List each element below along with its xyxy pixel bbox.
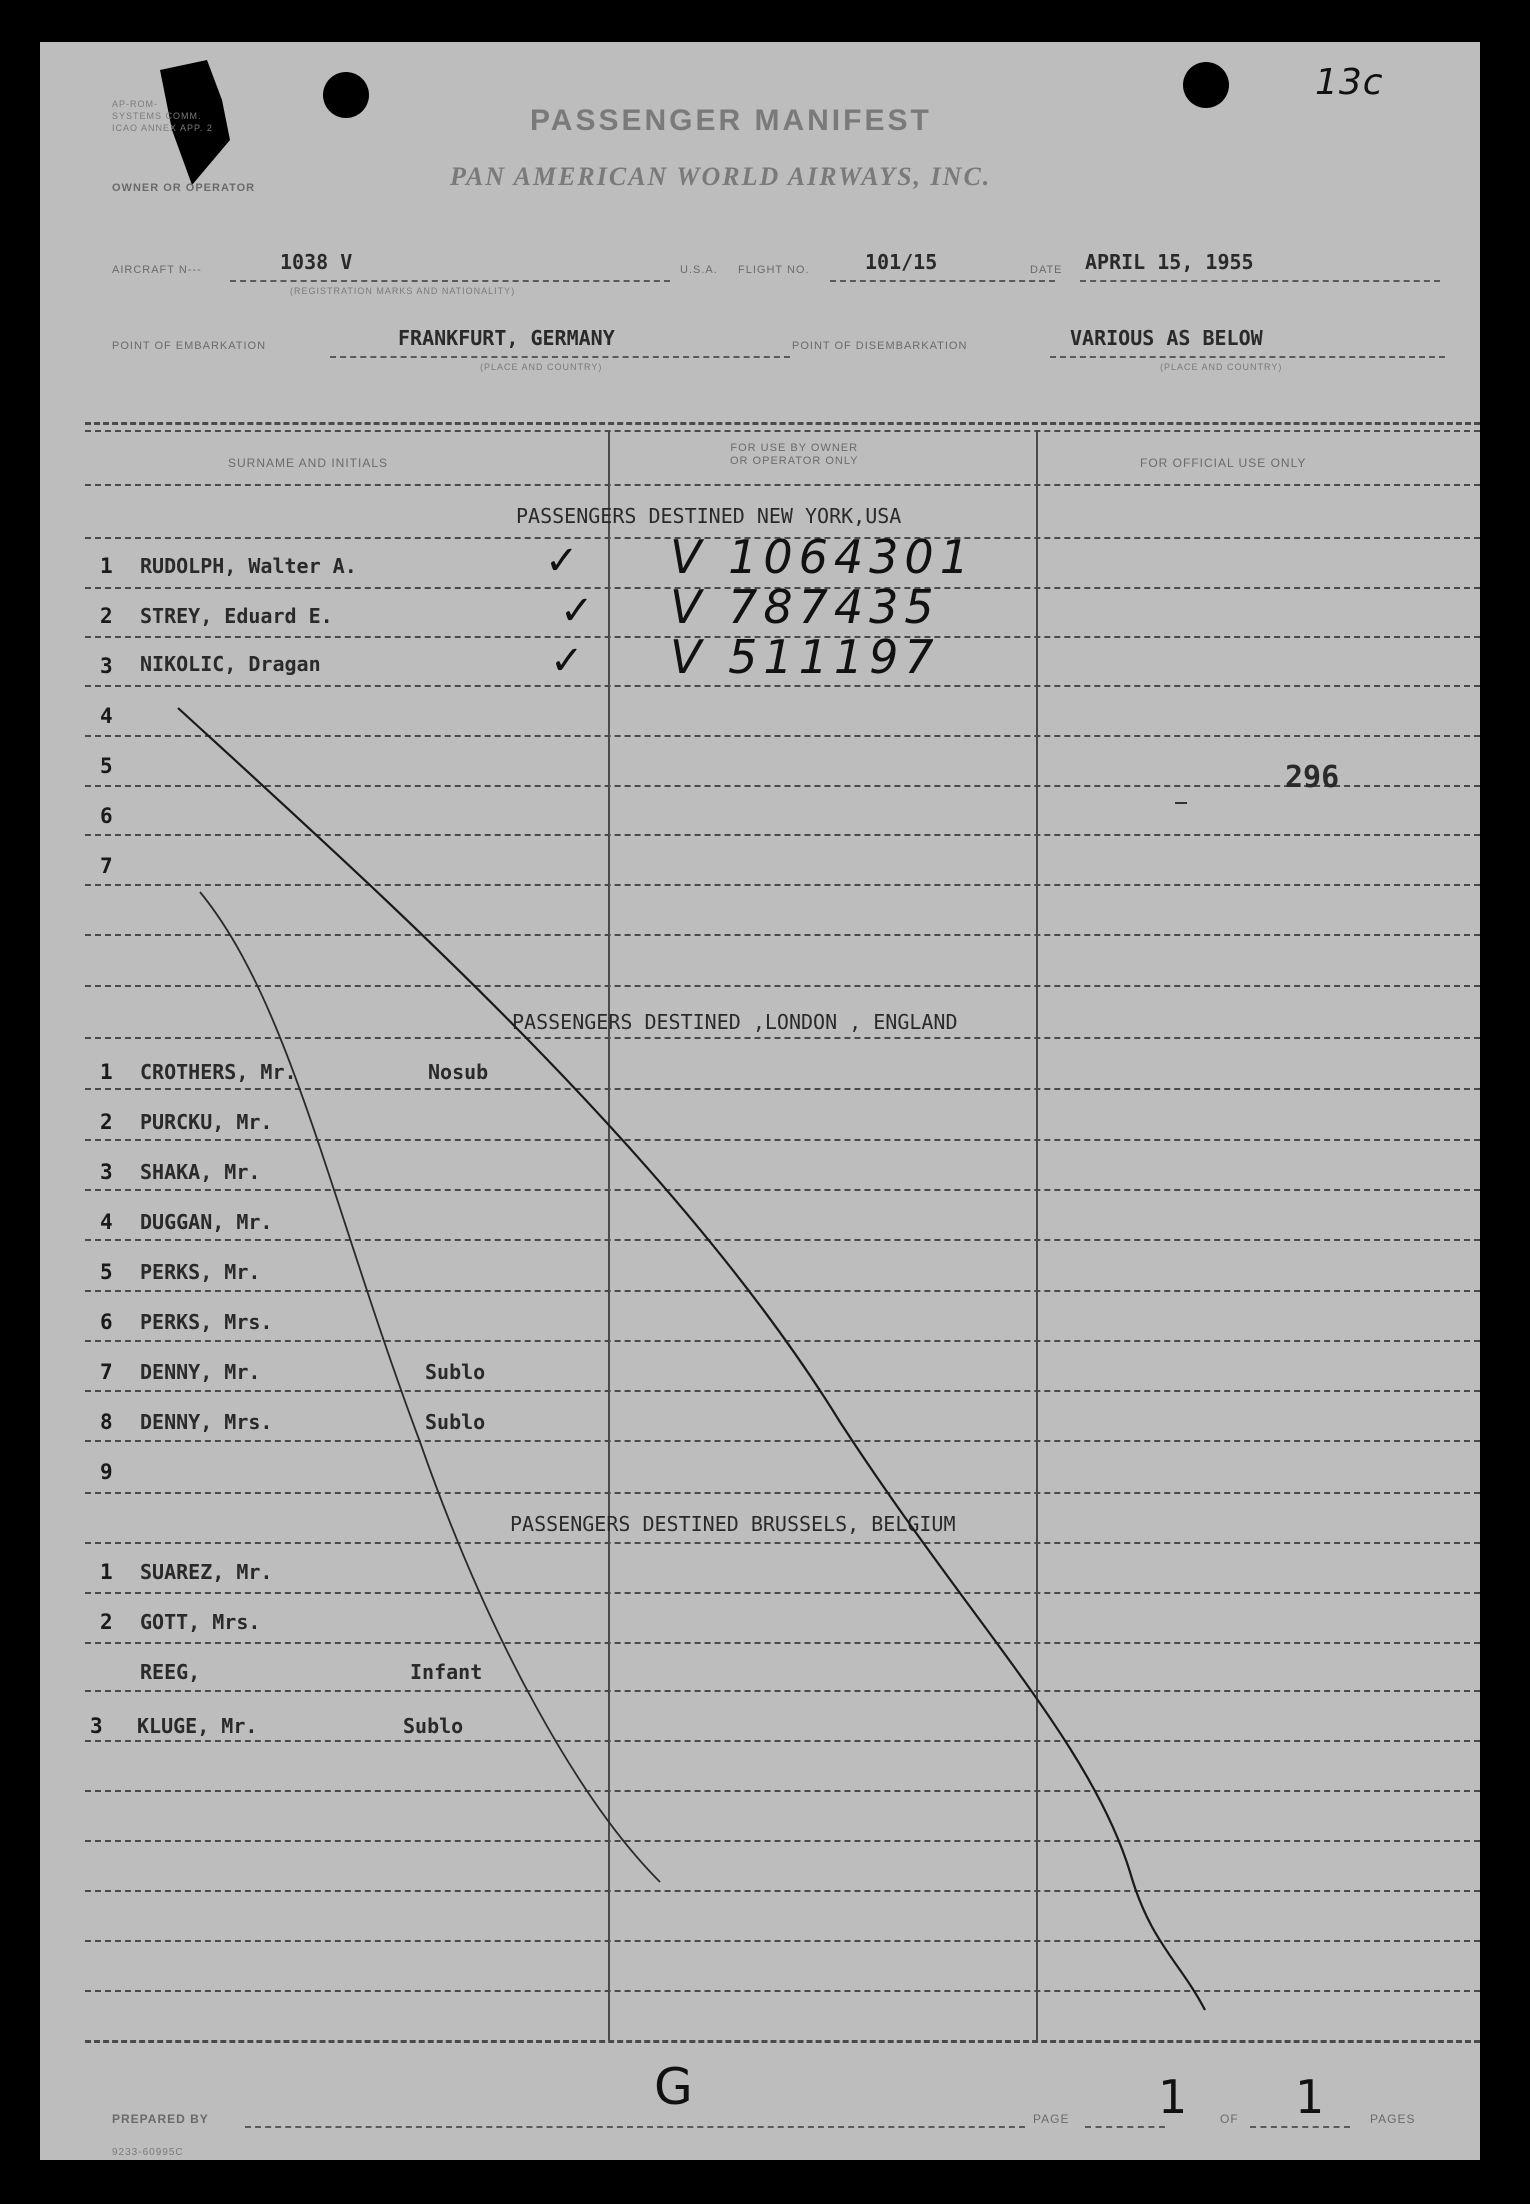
- disembark-sub: (PLACE AND COUNTRY): [1160, 362, 1283, 372]
- row-number: 4: [100, 704, 113, 728]
- passenger-name: DENNY, Mr.: [140, 1360, 261, 1384]
- pages-label: PAGES: [1370, 2112, 1416, 2126]
- passenger-name: SHAKA, Mr.: [140, 1160, 261, 1184]
- disembark-value: VARIOUS AS BELOW: [1070, 326, 1263, 350]
- manifest-sheet: [40, 42, 1480, 2160]
- corner-stamp: AP-ROM- SYSTEMS COMM. ICAO ANNEX APP. 2: [112, 99, 213, 133]
- passenger-name: KLUGE, Mr.: [137, 1714, 258, 1738]
- row-number: 2: [100, 604, 113, 628]
- flight-value: 101/15: [865, 250, 938, 274]
- aircraft-sub: (REGISTRATION MARKS AND NATIONALITY): [290, 286, 516, 296]
- row-number: 3: [100, 654, 113, 678]
- row-number: 8: [100, 1410, 113, 1434]
- check-mark: ✓: [545, 538, 585, 584]
- embark-sub: (PLACE AND COUNTRY): [480, 362, 603, 372]
- page-mark: 13c: [1315, 62, 1384, 103]
- usa-label: U.S.A.: [680, 264, 718, 276]
- date-label: DATE: [1030, 264, 1063, 276]
- passenger-note: Sublo: [425, 1410, 486, 1434]
- row-number: 3: [100, 1160, 113, 1184]
- of-label: OF: [1220, 2112, 1239, 2126]
- passenger-name: PURCKU, Mr.: [140, 1110, 273, 1134]
- row-number: 5: [100, 754, 113, 778]
- passenger-name: GOTT, Mrs.: [140, 1610, 261, 1634]
- disembark-label: POINT OF DISEMBARKATION: [792, 340, 968, 352]
- official-number: 296: [1285, 760, 1340, 795]
- row-number: 1: [100, 1560, 113, 1584]
- check-mark: ✓: [560, 588, 600, 634]
- row-number: 1: [100, 1060, 113, 1084]
- row-number: 3: [90, 1714, 103, 1738]
- row-number: 7: [100, 854, 113, 878]
- passenger-name: REEG,: [140, 1660, 201, 1684]
- date-value: APRIL 15, 1955: [1085, 250, 1254, 274]
- passenger-name: DUGGAN, Mr.: [140, 1210, 273, 1234]
- owner-mark: V 1064301: [670, 530, 975, 584]
- section-heading-new-york: PASSENGERS DESTINED NEW YORK,USA: [516, 504, 902, 528]
- company-name: PAN AMERICAN WORLD AIRWAYS, INC.: [450, 162, 992, 191]
- strike-lines: [40, 42, 1480, 2160]
- row-number: 2: [100, 1110, 113, 1134]
- row-number: 5: [100, 1260, 113, 1284]
- row-number: 7: [100, 1360, 113, 1384]
- section-heading-london: PASSENGERS DESTINED ,LONDON , ENGLAND: [512, 1010, 958, 1034]
- row-number: 9: [100, 1460, 113, 1484]
- form-number: 9233-60995C: [112, 2147, 184, 2158]
- row-number: 6: [100, 804, 113, 828]
- passenger-name: SUAREZ, Mr.: [140, 1560, 273, 1584]
- owner-operator-label: OWNER OR OPERATOR: [112, 182, 256, 194]
- passenger-name: STREY, Eduard E.: [140, 604, 333, 628]
- row-number: 1: [100, 554, 113, 578]
- passenger-note: Sublo: [403, 1714, 464, 1738]
- col-official: FOR OFFICIAL USE ONLY: [1140, 456, 1307, 470]
- row-number: 2: [100, 1610, 113, 1634]
- owner-mark: V 787435: [670, 580, 940, 634]
- section-heading-brussels: PASSENGERS DESTINED BRUSSELS, BELGIUM: [510, 1512, 956, 1536]
- embark-value: FRANKFURT, GERMANY: [398, 326, 615, 350]
- of-value: 1: [1295, 2070, 1331, 2124]
- col-surname: SURNAME AND INITIALS: [228, 456, 389, 470]
- passenger-note: Infant: [410, 1660, 483, 1684]
- row-number: 4: [100, 1210, 113, 1234]
- col-owner-use: FOR USE BY OWNER OR OPERATOR ONLY: [730, 442, 859, 467]
- aircraft-label: AIRCRAFT N---: [112, 264, 202, 276]
- embark-label: POINT OF EMBARKATION: [112, 340, 267, 352]
- passenger-note: Sublo: [425, 1360, 486, 1384]
- owner-mark: V 511197: [670, 630, 940, 684]
- passenger-name: DENNY, Mrs.: [140, 1410, 273, 1434]
- check-mark: ✓: [550, 638, 590, 684]
- page-value: 1: [1158, 2070, 1194, 2124]
- strike-line-short: [200, 892, 660, 1882]
- page-label: PAGE: [1033, 2112, 1070, 2126]
- passenger-name: PERKS, Mrs.: [140, 1310, 273, 1334]
- passenger-name: PERKS, Mr.: [140, 1260, 261, 1284]
- preparer-initial: G: [654, 2058, 699, 2116]
- flight-label: FLIGHT NO.: [738, 264, 810, 276]
- passenger-name: NIKOLIC, Dragan: [140, 652, 321, 676]
- prepared-by-label: PREPARED BY: [112, 2112, 209, 2126]
- strike-line-long: [178, 708, 1205, 2010]
- passenger-name: CROTHERS, Mr.: [140, 1060, 297, 1084]
- page-title: PASSENGER MANIFEST: [530, 104, 932, 137]
- passenger-note: Nosub: [428, 1060, 489, 1084]
- passenger-name: RUDOLPH, Walter A.: [140, 554, 357, 578]
- row-number: 6: [100, 1310, 113, 1334]
- aircraft-value: 1038 V: [280, 250, 353, 274]
